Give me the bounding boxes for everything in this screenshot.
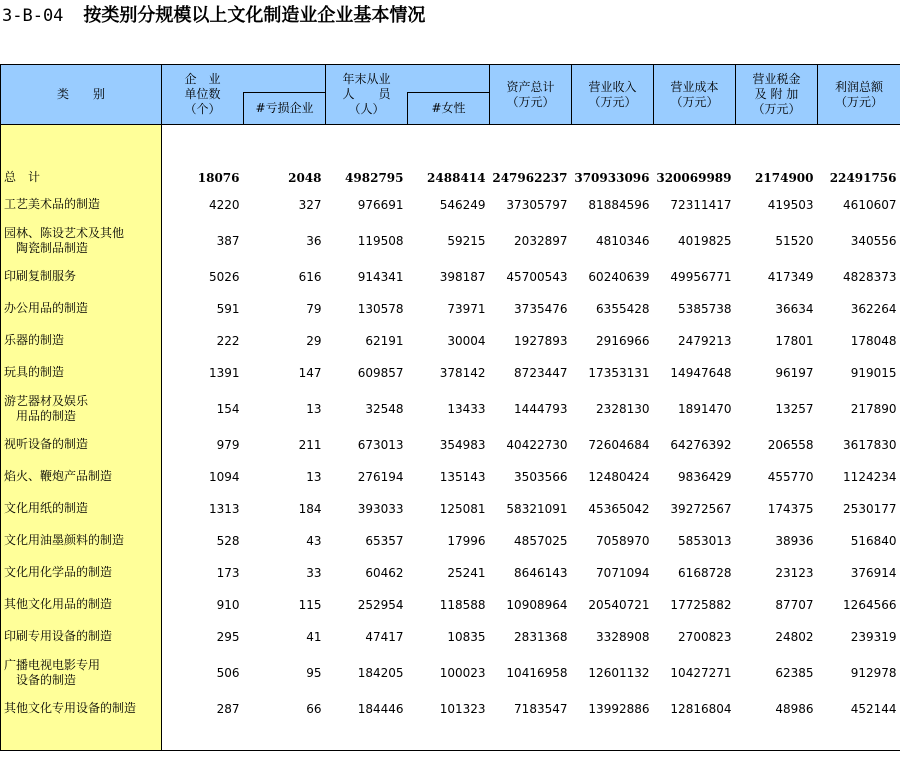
value-cell: 37305797 — [506, 197, 568, 212]
table-row — [1, 557, 900, 589]
value-cell: 516840 — [850, 533, 897, 548]
value-cell: 3617830 — [843, 437, 897, 452]
value-cell: 115 — [298, 597, 322, 612]
value-cell: 184 — [298, 501, 322, 516]
value-cell: 217890 — [850, 401, 897, 416]
value-cell: 609857 — [357, 365, 404, 380]
value-cell: 419503 — [767, 197, 814, 212]
value-cell: 3328908 — [596, 629, 650, 644]
value-cell: 1124234 — [843, 469, 897, 484]
category-cell — [1, 125, 162, 155]
value-cell: 455770 — [767, 469, 814, 484]
value-cell: 41 — [306, 629, 322, 644]
value-cell: 96197 — [775, 365, 814, 380]
table-row — [1, 693, 900, 725]
value-cell: 20540721 — [588, 597, 650, 612]
value-cell: 65357 — [365, 533, 404, 548]
value-cell: 2032897 — [514, 233, 568, 248]
table-row — [1, 461, 900, 493]
header-loss-enterprises: #亏损企业 — [244, 93, 326, 125]
value-cell: 13433 — [447, 401, 486, 416]
value-cell: 173 — [216, 565, 240, 580]
value-cell: 1094 — [208, 469, 240, 484]
header-employees: 年末从业 人 员 （人） — [326, 65, 408, 125]
value-cell: 3735476 — [514, 301, 568, 316]
value-cell: 66 — [306, 701, 322, 716]
value-cell: 30004 — [447, 333, 486, 348]
value-cell: 45700543 — [506, 269, 568, 284]
value-cell: 125081 — [439, 501, 486, 516]
value-cell: 38936 — [775, 533, 814, 548]
header-profit: 利润总额 （万元） — [818, 65, 900, 125]
category-cell: 游艺器材及娱乐 用品的制造 — [1, 389, 162, 429]
header-enterprises: 企 业 单位数 （个） — [162, 65, 244, 125]
value-cell: 4982795 — [345, 170, 404, 185]
value-cell: 1891470 — [678, 401, 732, 416]
value-cell: 7071094 — [596, 565, 650, 580]
category-cell: 总 计 — [1, 155, 162, 189]
table-row — [1, 261, 900, 293]
value-cell: 58321091 — [506, 501, 568, 516]
value-cell: 9836429 — [678, 469, 732, 484]
category-cell: 工艺美术品的制造 — [1, 189, 162, 221]
value-cell: 33 — [306, 565, 322, 580]
table-code: 3-B-04 — [2, 6, 64, 26]
table-row — [1, 389, 900, 429]
table-row — [1, 357, 900, 389]
table-row — [1, 429, 900, 461]
value-cell: 1391 — [208, 365, 240, 380]
category-cell: 印刷复制服务 — [1, 261, 162, 293]
value-cell: 17353131 — [588, 365, 650, 380]
value-cell: 45365042 — [588, 501, 650, 516]
value-cell: 912978 — [850, 665, 897, 680]
value-cell: 29 — [306, 333, 322, 348]
value-cell: 8723447 — [514, 365, 568, 380]
value-cell: 976691 — [357, 197, 404, 212]
value-cell: 119508 — [357, 233, 404, 248]
spacer-row — [1, 125, 900, 155]
header-female-spacer — [408, 65, 490, 93]
value-cell: 81884596 — [588, 197, 650, 212]
value-cell: 39272567 — [670, 501, 732, 516]
value-cell: 32548 — [365, 401, 404, 416]
value-cell: 1444793 — [514, 401, 568, 416]
value-cell: 73971 — [447, 301, 486, 316]
header-category: 类 别 — [1, 65, 162, 125]
value-cell: 2174900 — [755, 170, 814, 185]
end-row — [1, 725, 900, 751]
value-cell: 417349 — [767, 269, 814, 284]
table-row — [1, 653, 900, 693]
value-cell: 327 — [298, 197, 322, 212]
value-cell: 4610607 — [843, 197, 897, 212]
value-cell: 154 — [216, 401, 240, 416]
value-cell: 8646143 — [514, 565, 568, 580]
value-cell: 47417 — [365, 629, 404, 644]
header-female: #女性 — [408, 93, 490, 125]
value-cell: 362264 — [850, 301, 897, 316]
value-cell: 295 — [216, 629, 240, 644]
page-title — [2, 3, 425, 29]
value-cell: 72604684 — [588, 437, 650, 452]
table-row — [1, 189, 900, 221]
table-row — [1, 589, 900, 621]
category-cell: 园林、陈设艺术及其他 陶瓷制品制造 — [1, 221, 162, 261]
value-cell: 673013 — [357, 437, 404, 452]
data-table — [0, 64, 900, 751]
total-row — [1, 155, 900, 189]
category-cell — [1, 725, 162, 751]
value-cell: 12816804 — [670, 701, 732, 716]
value-cell: 5026 — [208, 269, 240, 284]
value-cell: 147 — [298, 365, 322, 380]
value-cell: 49956771 — [670, 269, 732, 284]
value-cell: 18076 — [197, 170, 240, 185]
value-cell: 4220 — [208, 197, 240, 212]
value-cell: 4810346 — [596, 233, 650, 248]
value-cell: 239319 — [850, 629, 897, 644]
category-cell: 其他文化专用设备的制造 — [1, 693, 162, 725]
value-cell: 222 — [216, 333, 240, 348]
value-cell: 616 — [298, 269, 322, 284]
value-cell: 2530177 — [843, 501, 897, 516]
category-cell: 广播电视电影专用 设备的制造 — [1, 653, 162, 693]
value-cell: 17725882 — [670, 597, 732, 612]
value-cell: 979 — [216, 437, 240, 452]
value-cell: 60462 — [365, 565, 404, 580]
value-cell: 6168728 — [678, 565, 732, 580]
category-cell: 文化用油墨颜料的制造 — [1, 525, 162, 557]
value-cell: 87707 — [775, 597, 814, 612]
value-cell: 393033 — [357, 501, 404, 516]
category-cell: 其他文化用品的制造 — [1, 589, 162, 621]
value-cell: 12601132 — [588, 665, 650, 680]
value-cell: 101323 — [439, 701, 486, 716]
value-cell: 23123 — [775, 565, 814, 580]
category-cell: 办公用品的制造 — [1, 293, 162, 325]
value-cell: 2328130 — [596, 401, 650, 416]
value-cell: 591 — [216, 301, 240, 316]
value-cell: 528 — [216, 533, 240, 548]
value-cell: 130578 — [357, 301, 404, 316]
value-cell: 10427271 — [670, 665, 732, 680]
header-cost: 营业成本 （万元） — [654, 65, 736, 125]
table-row — [1, 525, 900, 557]
value-cell: 118588 — [439, 597, 486, 612]
value-cell: 5385738 — [678, 301, 732, 316]
value-cell: 7058970 — [596, 533, 650, 548]
value-cell: 135143 — [439, 469, 486, 484]
value-cell: 1927893 — [514, 333, 568, 348]
value-cell: 95 — [306, 665, 322, 680]
table-title: 按类别分规模以上文化制造业企业基本情况 — [83, 5, 426, 26]
value-cell: 506 — [216, 665, 240, 680]
value-cell: 546249 — [439, 197, 486, 212]
value-cell: 13 — [306, 401, 322, 416]
category-cell: 文化用化学品的制造 — [1, 557, 162, 589]
header-loss-spacer — [244, 65, 326, 93]
value-cell: 914341 — [357, 269, 404, 284]
category-cell: 乐器的制造 — [1, 325, 162, 357]
category-cell: 玩具的制造 — [1, 357, 162, 389]
value-cell: 51520 — [775, 233, 814, 248]
value-cell: 398187 — [439, 269, 486, 284]
value-cell: 376914 — [850, 565, 897, 580]
value-cell: 2831368 — [514, 629, 568, 644]
value-cell: 6355428 — [596, 301, 650, 316]
value-cell: 178048 — [850, 333, 897, 348]
value-cell: 3503566 — [514, 469, 568, 484]
category-cell: 印刷专用设备的制造 — [1, 621, 162, 653]
value-cell: 43 — [306, 533, 322, 548]
category-cell: 视听设备的制造 — [1, 429, 162, 461]
value-cell: 1264566 — [843, 597, 897, 612]
value-cell: 206558 — [767, 437, 814, 452]
value-cell: 2488414 — [427, 170, 486, 185]
value-cell: 12480424 — [588, 469, 650, 484]
table-row — [1, 221, 900, 261]
value-cell: 62191 — [365, 333, 404, 348]
value-cell: 10416958 — [506, 665, 568, 680]
value-cell: 354983 — [439, 437, 486, 452]
value-cell: 59215 — [447, 233, 486, 248]
value-cell: 48986 — [775, 701, 814, 716]
value-cell: 4019825 — [678, 233, 732, 248]
value-cell: 2700823 — [678, 629, 732, 644]
value-cell: 184205 — [357, 665, 404, 680]
value-cell: 22491756 — [829, 170, 897, 185]
value-cell: 5853013 — [678, 533, 732, 548]
value-cell: 60240639 — [588, 269, 650, 284]
table-row — [1, 493, 900, 525]
value-cell: 72311417 — [670, 197, 732, 212]
value-cell: 919015 — [850, 365, 897, 380]
value-cell: 320069989 — [656, 170, 732, 185]
value-cell: 184446 — [357, 701, 404, 716]
value-cell: 36634 — [775, 301, 814, 316]
value-cell: 14947648 — [670, 365, 732, 380]
value-cell: 387 — [216, 233, 240, 248]
table-row — [1, 621, 900, 653]
value-cell: 452144 — [850, 701, 897, 716]
value-cell: 378142 — [439, 365, 486, 380]
value-cell: 1313 — [208, 501, 240, 516]
value-cell: 10835 — [447, 629, 486, 644]
value-cell: 24802 — [775, 629, 814, 644]
value-cell: 252954 — [357, 597, 404, 612]
value-cell: 13992886 — [588, 701, 650, 716]
category-cell: 焰火、鞭炮产品制造 — [1, 461, 162, 493]
value-cell: 17996 — [447, 533, 486, 548]
value-cell: 910 — [216, 597, 240, 612]
table-row — [1, 293, 900, 325]
header-tax: 营业税金 及 附 加 （万元） — [736, 65, 818, 125]
value-cell: 64276392 — [670, 437, 732, 452]
header-revenue: 营业收入 （万元） — [572, 65, 654, 125]
value-cell: 174375 — [767, 501, 814, 516]
value-cell: 10908964 — [506, 597, 568, 612]
value-cell: 79 — [306, 301, 322, 316]
value-cell: 287 — [216, 701, 240, 716]
value-cell: 2479213 — [678, 333, 732, 348]
value-cell: 340556 — [850, 233, 897, 248]
value-cell: 62385 — [775, 665, 814, 680]
value-cell: 2916966 — [596, 333, 650, 348]
value-cell: 211 — [298, 437, 322, 452]
value-cell: 13 — [306, 469, 322, 484]
value-cell: 4857025 — [514, 533, 568, 548]
value-cell: 17801 — [775, 333, 814, 348]
value-cell: 276194 — [357, 469, 404, 484]
value-cell: 13257 — [775, 401, 814, 416]
value-cell: 370933096 — [574, 170, 650, 185]
value-cell: 25241 — [447, 565, 486, 580]
value-cell: 100023 — [439, 665, 486, 680]
value-cell: 40422730 — [506, 437, 568, 452]
category-cell: 文化用纸的制造 — [1, 493, 162, 525]
table-row — [1, 325, 900, 357]
header-assets: 资产总计 （万元） — [490, 65, 572, 125]
value-cell: 4828373 — [843, 269, 897, 284]
value-cell: 7183547 — [514, 701, 568, 716]
value-cell: 2048 — [288, 170, 322, 185]
value-cell: 247962237 — [492, 170, 568, 185]
value-cell: 36 — [306, 233, 322, 248]
